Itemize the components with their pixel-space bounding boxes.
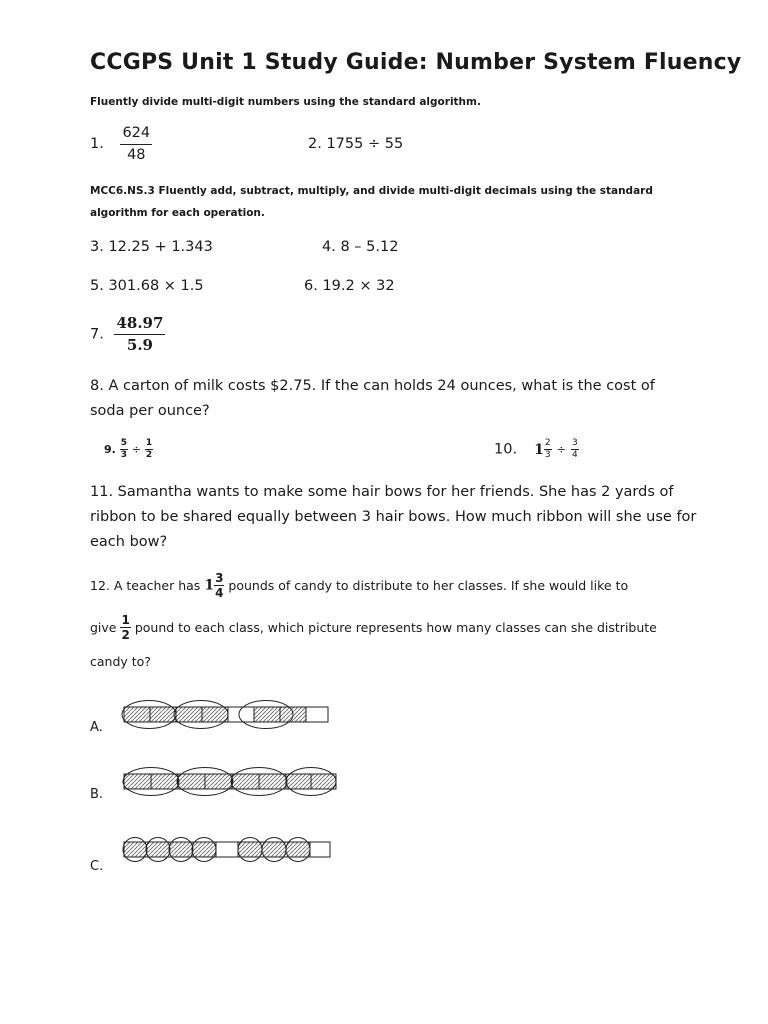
question-3: 3. 12.25 + 1.343 xyxy=(90,239,213,255)
option-a-hatched-segment xyxy=(124,707,150,722)
q10-fraction-a xyxy=(544,439,552,460)
question-1-label: 1. xyxy=(90,136,104,152)
q12-line1-post: pounds of candy to distribute to her classes. If she would like to xyxy=(228,578,629,593)
page-title: CCGPS Unit 1 Study Guide: Number System Fluency xyxy=(90,50,742,75)
q9-b-denominator: 2 xyxy=(145,450,153,460)
instruction-decimals-line2: algorithm for each operation. xyxy=(90,207,265,219)
option-b-hatched-segment xyxy=(232,774,259,789)
q10-fraction-b xyxy=(571,439,579,460)
question-12-line1 xyxy=(90,572,628,599)
question-5: 5. 301.68 × 1.5 xyxy=(90,278,204,294)
instruction-decimals-line1: MCC6.NS.3 Fluently add, subtract, multiply, and divide multi-digit decimals using the standard xyxy=(90,185,653,197)
question-1-fraction xyxy=(120,126,152,162)
q9-fraction-a xyxy=(120,439,128,460)
option-b-hatched-segment xyxy=(178,774,205,789)
question-7 xyxy=(90,316,165,353)
question-7-fraction xyxy=(114,316,165,353)
question-2: 2. 1755 ÷ 55 xyxy=(308,136,404,152)
q12-mixed-whole: 1 xyxy=(204,577,215,594)
question-10 xyxy=(494,439,579,460)
option-b-hatched-segment xyxy=(259,774,286,789)
question-8-line2: soda per ounce? xyxy=(90,403,210,419)
option-c-label: C. xyxy=(90,859,104,874)
q12-mixed-fraction xyxy=(214,572,224,599)
option-a-hatched-segment xyxy=(254,707,280,722)
option-a-picture xyxy=(118,699,338,731)
question-11-line1: 11. Samantha wants to make some hair bows for her friends. She has 2 yards of xyxy=(90,484,674,500)
question-12-line2 xyxy=(90,614,657,641)
question-11-line3: each bow? xyxy=(90,534,168,550)
question-1 xyxy=(90,126,152,162)
q9-a-numerator: 5 xyxy=(120,438,127,448)
option-c-picture xyxy=(118,834,338,868)
question-7-label: 7. xyxy=(90,326,104,343)
option-b-hatched-segment xyxy=(286,774,311,789)
q12-half-fraction xyxy=(120,614,130,641)
option-b-hatched-segment xyxy=(205,774,232,789)
option-b-label: B. xyxy=(90,787,104,802)
question-9 xyxy=(104,439,153,460)
q10-b-numerator: 3 xyxy=(572,438,578,448)
question-8-line1: 8. A carton of milk costs $2.75. If the can holds 24 ounces, what is the cost of xyxy=(90,378,655,394)
q10-operator: ÷ xyxy=(556,443,566,456)
q12-half-denominator: 2 xyxy=(121,628,130,642)
question-10-label: 10. xyxy=(494,441,518,458)
q10-a-numerator: 2 xyxy=(544,438,551,448)
question-9-label: 9. xyxy=(104,443,116,456)
q7-numerator: 48.97 xyxy=(114,316,165,335)
q10-whole: 1 xyxy=(534,441,544,458)
q12-line2-pre: give xyxy=(90,620,117,635)
q9-a-denominator: 3 xyxy=(120,450,127,460)
q12-mixed-numerator: 3 xyxy=(215,571,224,585)
q12-mixed-denominator: 4 xyxy=(215,586,224,600)
question-4: 4. 8 – 5.12 xyxy=(322,239,399,255)
q1-denominator: 48 xyxy=(127,146,146,163)
option-b-hatched-segment xyxy=(151,774,178,789)
option-a-hatched-segment xyxy=(150,707,176,722)
option-a-hatched-segment xyxy=(202,707,228,722)
q12-half-numerator: 1 xyxy=(121,613,130,627)
q9-b-numerator: 1 xyxy=(145,438,153,448)
question-6: 6. 19.2 × 32 xyxy=(304,278,395,294)
option-b-hatched-segment xyxy=(311,774,336,789)
q10-a-denominator: 3 xyxy=(544,450,551,460)
q12-line1-pre: 12. A teacher has xyxy=(90,578,201,593)
q9-fraction-b xyxy=(145,439,153,460)
question-11-line2: ribbon to be shared equally between 3 hair bows. How much ribbon will she use for xyxy=(90,509,697,525)
option-a-empty-segment xyxy=(306,707,328,722)
option-b-picture xyxy=(118,766,338,798)
option-c-hatched-segment xyxy=(238,842,310,857)
question-12-line3: candy to? xyxy=(90,654,151,669)
q7-denominator: 5.9 xyxy=(126,336,153,354)
q9-operator: ÷ xyxy=(131,443,142,456)
option-a-hatched-segment xyxy=(176,707,202,722)
instruction-divide: Fluently divide multi-digit numbers using the standard algorithm. xyxy=(90,96,481,108)
option-b-hatched-segment xyxy=(124,774,151,789)
q12-line2-post: pound to each class, which picture represents how many classes can she distribute xyxy=(134,620,657,635)
option-a-label: A. xyxy=(90,720,103,735)
q10-b-denominator: 4 xyxy=(572,450,578,460)
q1-numerator: 624 xyxy=(120,126,152,145)
